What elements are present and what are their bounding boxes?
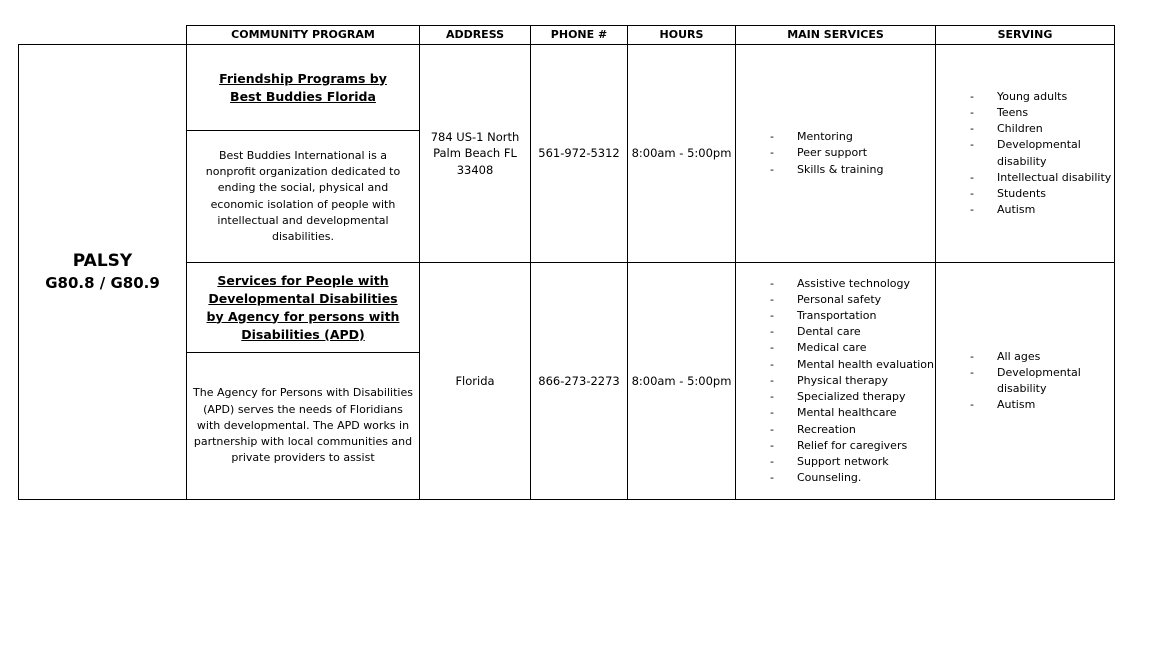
service-item: - Physical therapy [770,373,935,389]
serving-item: - Teens [970,105,1114,121]
program-2-phone: 866-273-2273 [531,263,628,500]
service-item: - Counseling. [770,470,935,486]
program-1-address-text: 784 US-1 North Palm Beach FL 33408 [430,129,520,177]
service-item: - Mentoring [770,129,935,145]
program-1-address [420,45,531,263]
serving-item: - Developmental disability [970,365,1114,397]
serving-item: - All ages [970,349,1114,365]
program-1-services-cell [736,45,936,263]
program-2-serving-list [936,349,1114,414]
condition-code: G80.8 / G80.9 [45,274,160,292]
header-address: ADDRESS [420,26,531,45]
program-1-services-list [736,129,935,178]
header-serving: SERVING [936,26,1115,45]
program-1-phone: 561-972-5312 [531,45,628,263]
service-item: - Skills & training [770,162,935,178]
program-1-serving-list [936,89,1114,219]
condition-name: PALSY [72,251,133,271]
program-2-title: Services for People with Developmental Disabilities by Agency for persons with Disabilities (APD) [206,272,400,342]
service-item: - Medical care [770,340,935,356]
header-row [19,26,1115,45]
program-2-title-cell [187,263,420,353]
serving-item: - Autism [970,202,1114,218]
program-1-description-cell [187,131,420,263]
service-item: - Transportation [770,308,935,324]
service-item: - Mental health evaluation [770,357,935,373]
serving-item: - Developmental disability [970,137,1114,169]
header-blank-cell [19,26,187,45]
program-1-title-row [19,45,1115,131]
program-1-serving-cell [936,45,1115,263]
program-2-serving-cell [936,263,1115,500]
program-1-title: Friendship Programs by Best Buddies Florida [219,70,387,104]
program-1-hours: 8:00am - 5:00pm [628,45,736,263]
program-1-title-cell [187,45,420,131]
serving-item: - Intellectual disability [970,170,1114,186]
program-2-services-list [736,276,935,487]
service-item: - Peer support [770,145,935,161]
condition-cell [19,45,187,500]
serving-item: - Autism [970,397,1114,413]
resource-table [18,25,1115,500]
service-item: - Personal safety [770,292,935,308]
service-item: - Recreation [770,422,935,438]
service-item: - Assistive technology [770,276,935,292]
header-main-services: MAIN SERVICES [736,26,936,45]
header-hours: HOURS [628,26,736,45]
program-2-description: The Agency for Persons with Disabilities (APD) serves the needs of Floridians with developmental. The APD works in partnership with local communities and private providers to assist [193,386,413,465]
service-item: - Dental care [770,324,935,340]
serving-item: - Students [970,186,1114,202]
header-community-program: COMMUNITY PROGRAM [187,26,420,45]
service-item: - Specialized therapy [770,389,935,405]
header-phone: PHONE # [531,26,628,45]
serving-item: - Young adults [970,89,1114,105]
program-2-services-cell [736,263,936,500]
program-2-description-cell [187,353,420,500]
service-item: - Support network [770,454,935,470]
program-2-address: Florida [420,263,531,500]
program-1-description: Best Buddies International is a nonprofit organization dedicated to ending the social, physical and economic isolation of people with intellectual and developmental disabilities. [205,148,401,243]
serving-item: - Children [970,121,1114,137]
service-item: - Relief for caregivers [770,438,935,454]
service-item: - Mental healthcare [770,405,935,421]
program-2-hours: 8:00am - 5:00pm [628,263,736,500]
